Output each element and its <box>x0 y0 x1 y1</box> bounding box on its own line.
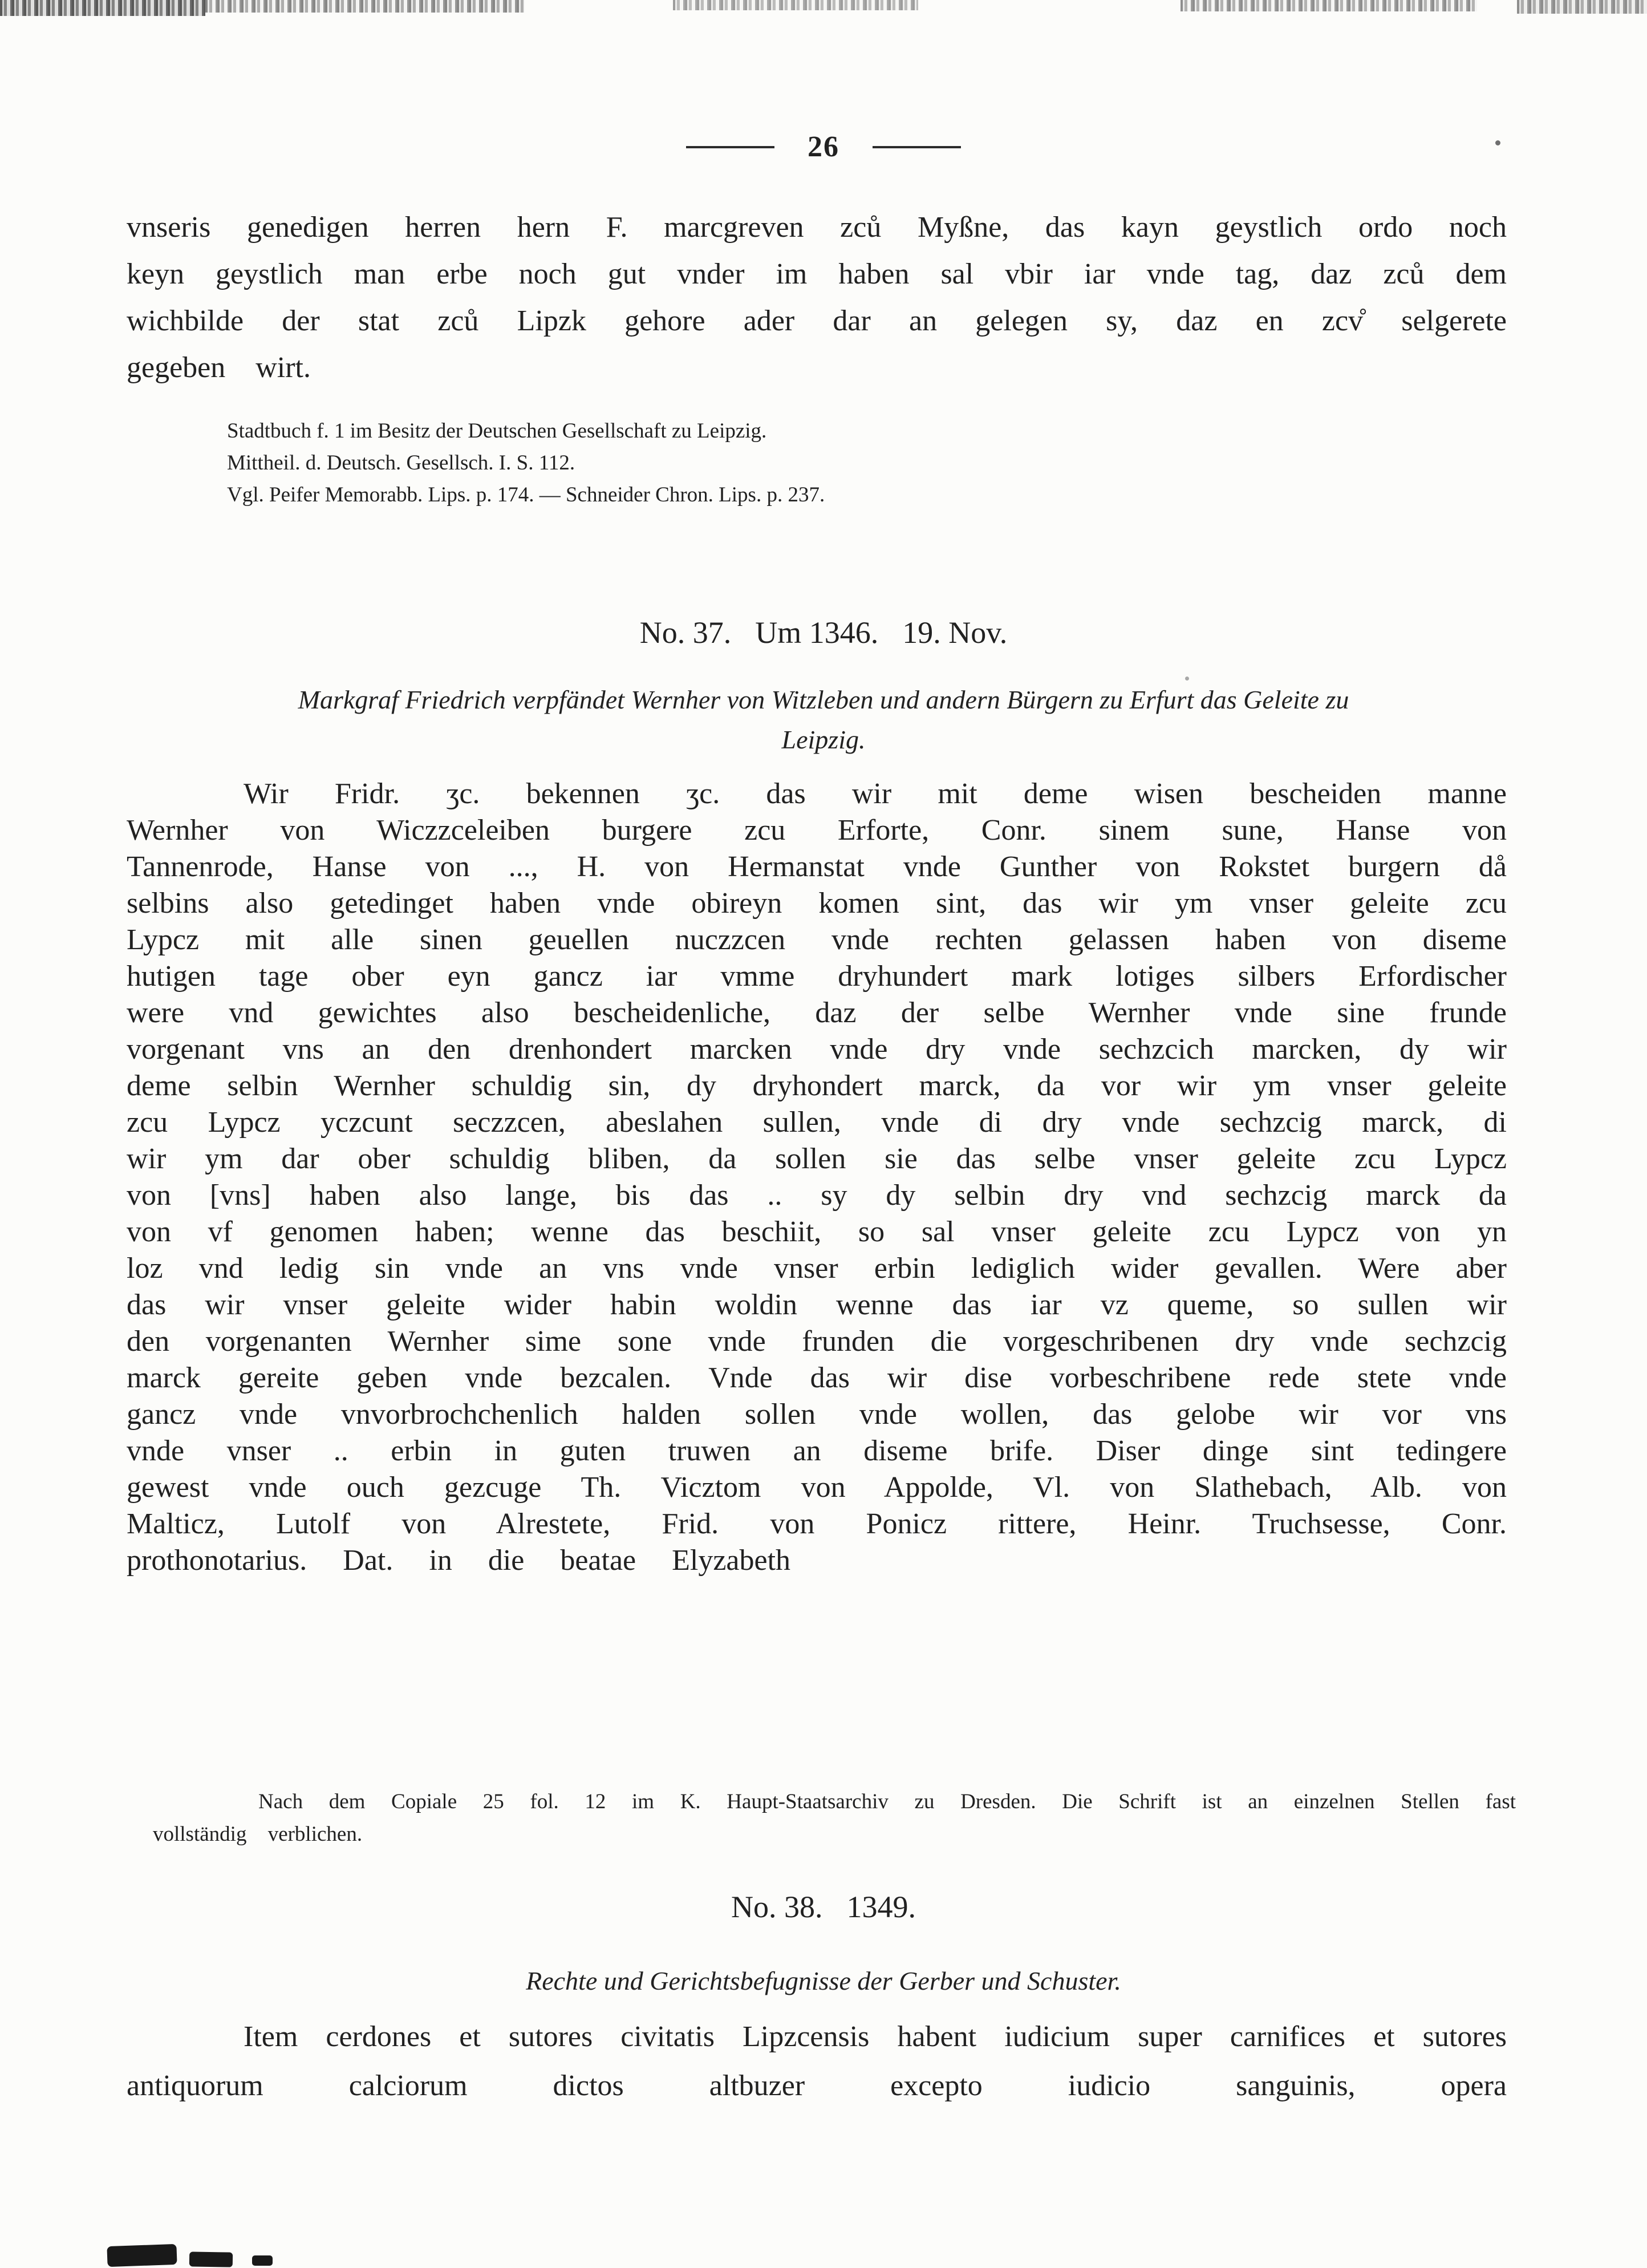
entry-38-heading-number: No. 38. <box>731 1890 823 1924</box>
citation-line: Vgl. Peifer Memorabb. Lips. p. 174. — Schneider Chron. Lips. p. 237. <box>227 483 825 507</box>
page-number: 26 <box>808 131 839 163</box>
entry-38-heading-date: 1349. <box>846 1890 916 1924</box>
scan-ink-smudge <box>252 2255 273 2266</box>
entry-38-heading <box>0 1889 1647 1925</box>
scan-speck <box>1495 140 1500 145</box>
citation-line: Mittheil. d. Deutsch. Gesellsch. I. S. 112. <box>227 451 575 475</box>
scan-noise-segment <box>205 0 525 13</box>
scan-noise-band <box>0 0 1647 17</box>
page-number-rule-left <box>686 146 774 148</box>
scan-ink-smudge <box>107 2244 177 2267</box>
page-number-rule-right <box>873 146 961 148</box>
entry-38-body: Item cerdones et sutores civitatis Lipzcensis habent iudicium super carnifices et sutores antiquorum calciorum dictos altbuzer excepto iudicio sanguinis, opera <box>127 2020 1507 2102</box>
scan-speck <box>1185 677 1189 681</box>
entry-36-citations <box>227 415 1504 511</box>
entry-38-summary: Rechte und Gerichtsbefugnisse der Gerber und Schuster. <box>526 1966 1121 1995</box>
scan-noise-segment <box>1517 0 1647 14</box>
entry-37-heading-day: 19. Nov. <box>902 615 1008 650</box>
scan-noise-segment <box>673 0 918 10</box>
entry-36-body-runover: vnseris genedigen herren hern F. marcgreven zců Myßne, das kayn geystlich ordo noch keyn geystlich man erbe noch gut vnder im haben sal vbir iar vnde tag, daz zců dem wichbilde der stat zců Lipzk gehore ader dar an gelegen sy, daz en zcv̊ selgerete gegeben wirt. <box>127 211 1507 384</box>
entry-37-heading-number: No. 37. <box>639 615 732 650</box>
scan-ink-smudge <box>189 2251 233 2267</box>
entry-37-heading-date: Um 1346. <box>755 615 879 650</box>
scan-noise-segment <box>1181 0 1477 11</box>
entry-37-citation: Nach dem Copiale 25 fol. 12 im K. Haupt-Staatsarchiv zu Dresden. Die Schrift ist an einzelnen Stellen fast vollständig verblichen. <box>153 1790 1516 1846</box>
page-header <box>0 130 1647 164</box>
entry-37-summary: Markgraf Friedrich verpfändet Wernher von Witzleben und andern Bürgern zu Erfurt das Geleite zu Leipzig. <box>298 685 1349 754</box>
citation-line: Stadtbuch f. 1 im Besitz der Deutschen Gesellschaft zu Leipzig. <box>227 419 767 443</box>
entry-37-body: Wir Fridr. ʒc. bekennen ʒc. das wir mit deme wisen bescheiden manne Wernher von Wiczzceleiben burgere zcu Erforte, Conr. sinem sune, Hanse von Tannenrode, Hanse von ..., H. von Hermanstat vnde Gunther von Rokstet burgern då selbins also getedinget haben vnde obireyn komen sint, das wir ym vnser geleite zcu Lypcz mit alle sinen geuellen nuczzcen vnde rechten gelassen haben von diseme hutigen tage ober eyn gancz iar vmme dryhundert mark lotiges silbers Erfordischer were vnd gewichtes also bescheidenliche, daz der selbe Wernher vnde sine frunde vorgenant vns an den drenhondert marcken vnde dry vnde sechzcich marcken, dy wir deme selbin Wernher schuldig sin, dy dryhondert marck, da vor wir ym vnser geleite zcu Lypcz yczcunt seczzcen, abeslahen sullen, vnde di dry vnde sechzcig marck, di wir ym dar ober schuldig bliben, da sollen sie das selbe vnser geleite zcu Lypcz von [vns] haben also lange, bis das .. sy dy selbin dry vnd sechzcig marck da von vf genomen haben; wenne das beschiit, so sal vnser geleite zcu Lypcz von yn loz vnd ledig sin vnde an vns vnde vnser erbin lediglich wider gevallen. Were aber das wir vnser geleite wider habin woldin wenne das iar vz queme, so sullen wir den vorgenanten Wernher sime sone vnde frunden die vorgeschribenen dry vnde sechzcig marck gereite geben vnde bezcalen. Vnde das wir dise vorbeschribene rede stete vnde gancz vnde vnvorbrochchenlich halden sollen vnde wollen, das gelobe wir vor vns vnde vnser .. erbin in guten truwen an diseme brife. Diser dinge sint tedingere gewest vnde ouch gezcuge Th. Vicztom von Appolde, Vl. von Slathebach, Alb. von Malticz, Lutolf von Alrestete, Frid. von Ponicz rittere, Heinr. Truchsesse, Conr. prothonotarius. Dat. in die beatae Elyzabeth <box>127 777 1507 1577</box>
scan-noise-segment <box>0 0 205 16</box>
entry-37-heading <box>0 615 1647 650</box>
